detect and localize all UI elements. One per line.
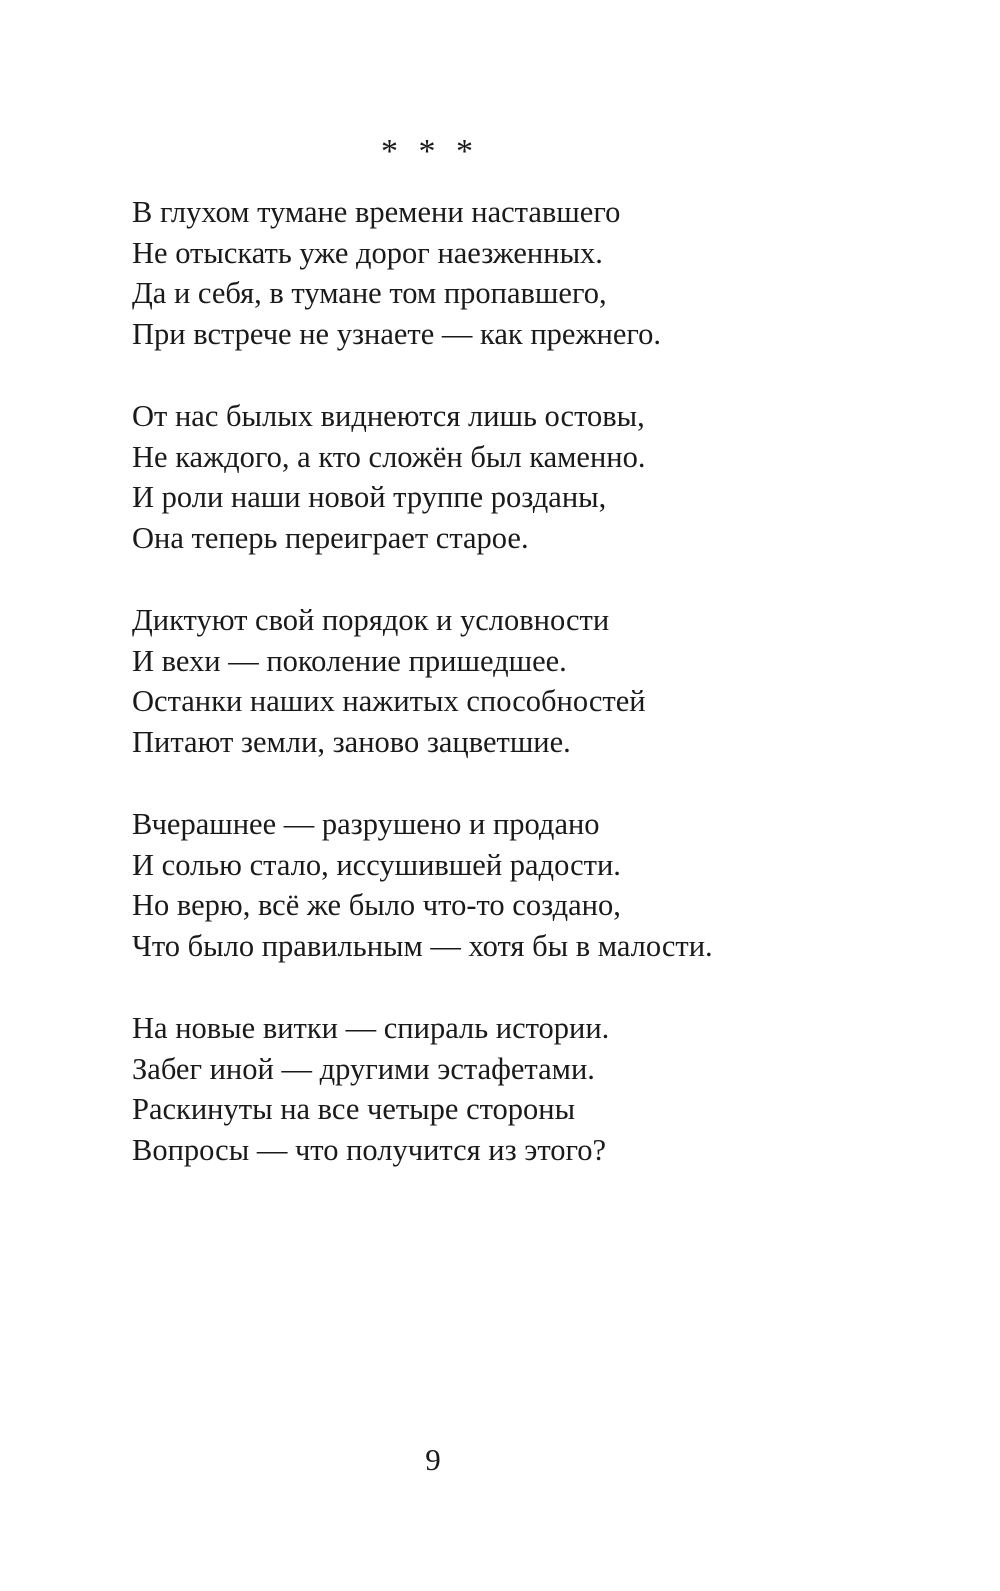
stanza [132,396,892,558]
poem-line: Останки наших нажитых способностей [132,684,646,718]
poem-line: На новые витки — спираль истории. [132,1011,610,1045]
page-number: 9 [425,1442,441,1477]
poem-line: От нас былых виднеются лишь остовы, [132,399,645,433]
poem-line: И солью стало, иссушившей радости. [132,847,621,882]
poem-line: Не отыскать уже дорог наезженных. [132,235,603,270]
poem-line: Забег иной — другими эстафетами. [132,1051,595,1086]
poem-line: Но верю, всё же было что-то создано, [132,888,621,922]
stanza [132,804,892,966]
poem-line: Диктуют свой порядок и условности [132,603,610,637]
stanza [132,600,892,762]
poem-line: Что было правильным — хотя бы в малости. [132,928,713,963]
poem-line: Питают земли, заново зацветшие. [132,724,571,759]
poem-line: При встрече не узнаете — как прежнего. [132,316,662,351]
stanza [132,1008,892,1170]
poem-line: И роли наши новой труппе розданы, [132,480,607,514]
poem-line: Вопросы — что получится из этого? [132,1132,607,1167]
poem-line: И вехи — поколение пришедшее. [132,643,567,678]
poem-line: Да и себя, в тумане том пропавшего, [132,276,607,310]
poem-line: Вчерашнее — разрушено и продано [132,807,600,841]
poem [132,192,892,1212]
poem-line: Не каждого, а кто сложён был каменно. [132,439,646,474]
section-divider: * * * [381,133,479,170]
poem-line: В глухом тумане времени наставшего [132,195,621,229]
poem-line: Раскинуты на все четыре стороны [132,1092,576,1126]
stanza [132,192,892,354]
poem-line: Она теперь переиграет старое. [132,520,529,555]
